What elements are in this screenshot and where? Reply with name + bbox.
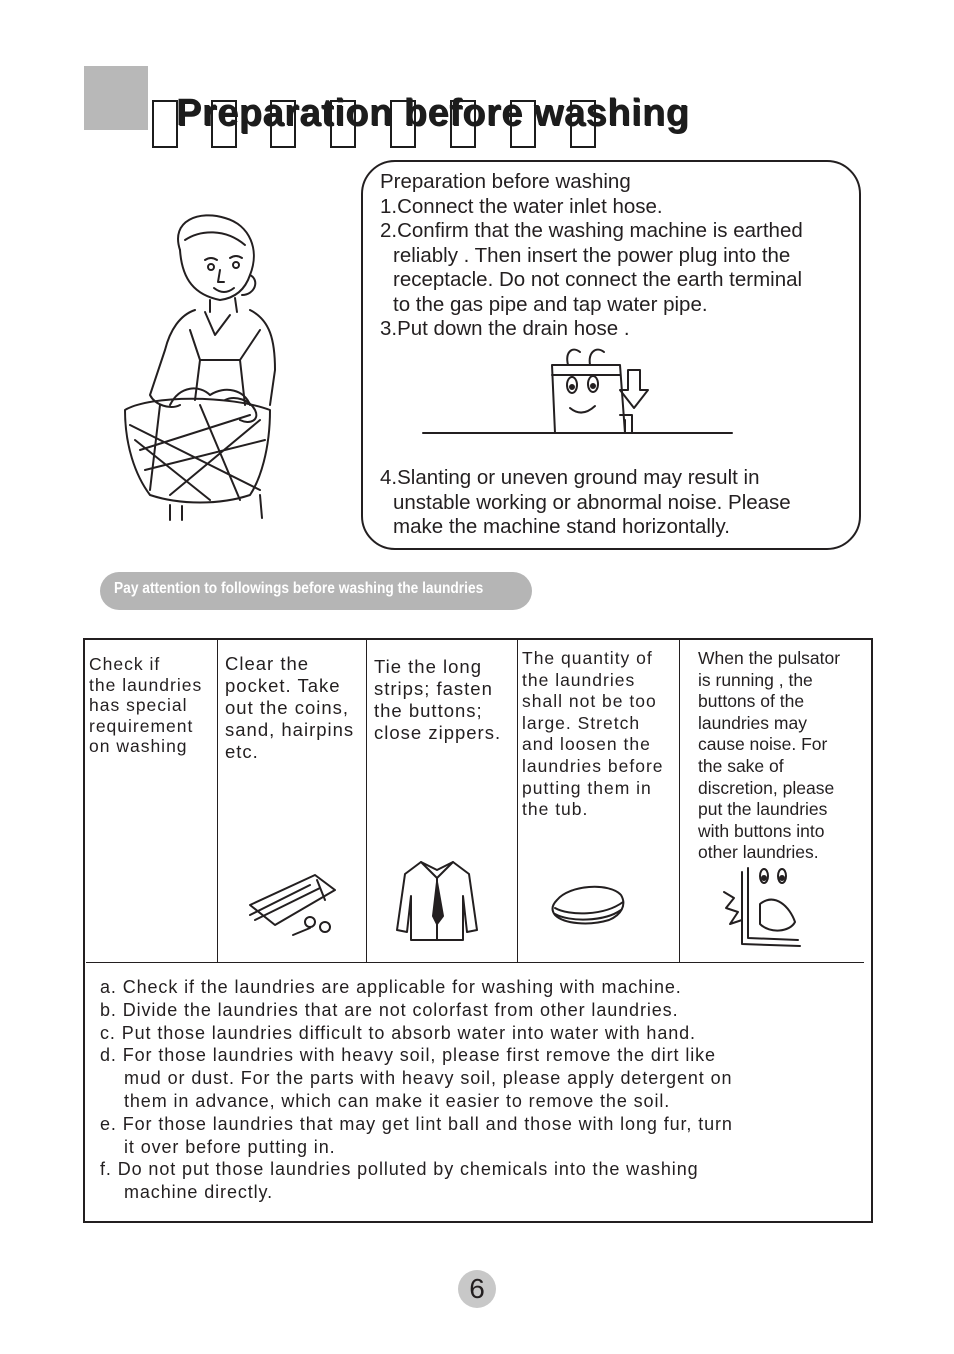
instruction-b: b. Divide the laundries that are not colorfast from other laundries. xyxy=(100,999,679,1020)
step-2-line: to the gas pipe and tap water pipe. xyxy=(393,292,708,316)
step-1: 1.Connect the water inlet hose. xyxy=(380,194,663,218)
step-4: 4.Slanting or uneven ground may result in xyxy=(380,466,760,489)
table-divider xyxy=(86,962,864,963)
pulsator-noise-icon xyxy=(720,862,810,952)
instruction-f: f. Do not put those laundries polluted by chemicals into the washing xyxy=(100,1159,699,1180)
step-4-text xyxy=(380,466,791,540)
corner-marker xyxy=(84,66,148,130)
instruction-c: c. Put those laundries difficult to absorb water into water with hand. xyxy=(100,1022,696,1043)
cell-tie-strips: Tie the long strips; fasten the buttons; close zippers. xyxy=(374,656,502,743)
preparation-steps-text xyxy=(380,170,860,342)
column-divider xyxy=(679,638,680,962)
shirt-icon xyxy=(393,856,481,942)
instruction-f-line: machine directly. xyxy=(124,1182,274,1203)
washing-instructions-list xyxy=(100,976,733,1204)
steps-heading: Preparation before washing xyxy=(380,170,631,193)
cell-clear-pockets: Clear the pocket. Take out the coins, sand, hairpins etc. xyxy=(225,653,355,762)
washing-machine-illustration xyxy=(420,340,740,440)
column-divider xyxy=(366,638,367,962)
instruction-a: a. Check if the laundries are applicable for washing with machine. xyxy=(100,977,682,997)
page-number: 6 xyxy=(458,1270,496,1308)
instruction-d-line: them in advance, which can make it easier to remove the soil. xyxy=(124,1090,671,1111)
folded-laundry-icon xyxy=(549,880,629,930)
step-4-line: make the machine stand horizontally. xyxy=(393,515,730,538)
pocket-coins-icon xyxy=(245,870,345,940)
step-2-line: receptacle. Do not connect the earth terminal xyxy=(393,268,803,291)
step-3: 3.Put down the drain hose . xyxy=(380,317,630,340)
step-2: 2.Confirm that the washing machine is earthed xyxy=(380,219,803,242)
instruction-d-line: mud or dust. For the parts with heavy soil, please apply detergent on xyxy=(124,1068,733,1089)
step-4-line: unstable working or abnormal noise. Please xyxy=(393,490,791,514)
section-banner-text: Pay attention to followings before washing the laundries xyxy=(114,580,484,597)
page-title: Preparation before washing xyxy=(176,92,690,134)
step-2-line: reliably . Then insert the power plug into the xyxy=(393,243,791,267)
cell-check-requirements: Check if the laundries has special requirement on washing xyxy=(89,654,203,756)
instruction-e-line: it over before putting in. xyxy=(124,1136,336,1157)
instruction-e: e. For those laundries that may get lint ball and those with long fur, turn xyxy=(100,1113,733,1134)
cell-quantity: The quantity of the laundries shall not be too large. Stretch and loosen the laundries before putting them in the tub. xyxy=(522,648,664,820)
instruction-d: d. For those laundries with heavy soil, please first remove the dirt like xyxy=(100,1045,716,1066)
column-divider xyxy=(517,638,518,962)
woman-with-basket-illustration xyxy=(110,200,290,525)
cell-pulsator-buttons: When the pulsator is running , the buttons of the laundries may cause noise. For the sake of discretion, please put the laundries with buttons into other laundries. xyxy=(698,648,841,863)
column-divider xyxy=(217,638,218,962)
